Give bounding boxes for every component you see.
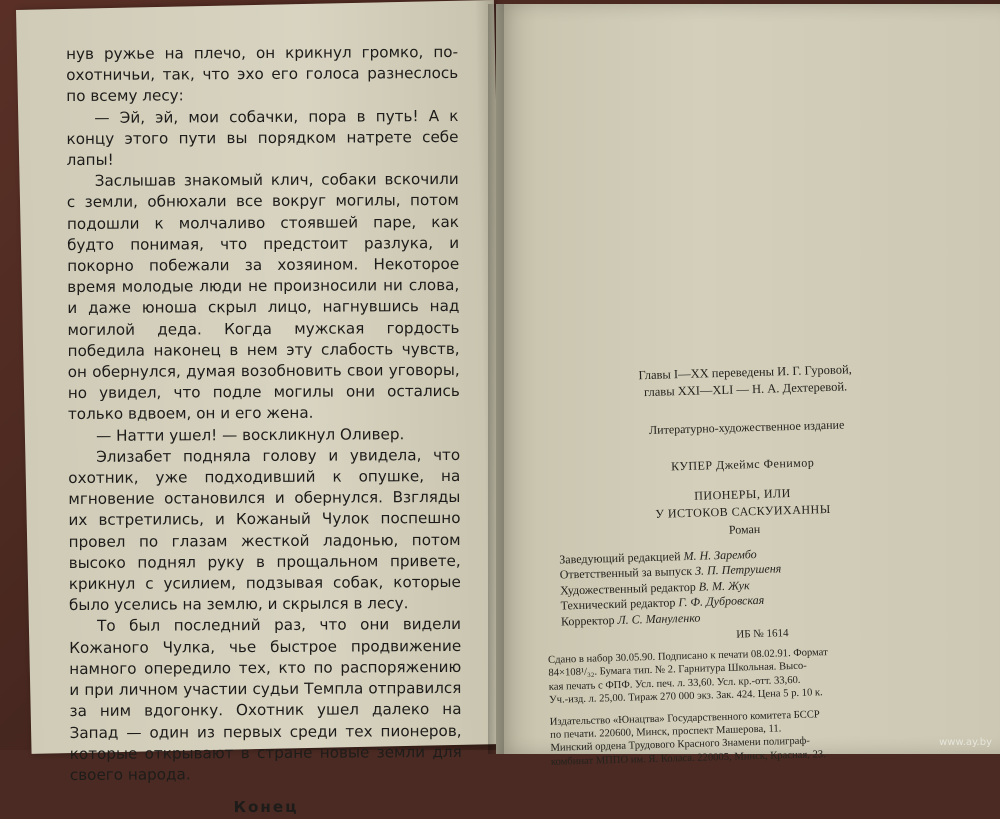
book-gutter [488, 4, 504, 754]
staff-name: З. П. Петрушеня [694, 561, 782, 579]
ib-number: ИБ № 1614 [736, 627, 789, 641]
watermark: www.ay.by [939, 737, 992, 748]
paragraph: То был последний раз, что они видели Кожаного Чулка, чье быстрое продвижение намного опередило тех, кто по распоряжению и при личном участии судьи Темпла отправился за ним вдогонку. Охотник ушел далеко на Запад — один из первых среди тех пионеров, которые открывают в стране новые земли для своего народа. [69, 615, 462, 784]
print-info [548, 643, 939, 707]
paragraph: Элизабет подняла голову и увидела, что охотник, уже подходивший к опушке, на мгновение остановился и обернулся. Взгляды их встретились, и Кожаный Чулок поспешно провел по глазам жесткой ладонью, потом высоко поднял руку в прощальном привете, крикнул с усилием, подзывая собак, которые было уселись на землю, и скрылся в лесу. [68, 445, 461, 615]
staff-role: Ответственный за выпуск [559, 564, 693, 582]
staff-name: Г. Ф. Дубровская [678, 593, 765, 610]
publisher-line: по печати. 220600, Минск, проспект Машерова, 11. [550, 723, 782, 741]
paragraph: нув ружье на плечо, он крикнул громко, по-охотничьи, так, что эхо его голоса разнеслось по всему лесу: [66, 42, 459, 106]
paragraph: — Эй, эй, мои собачки, пора в путь! А к концу этого пути вы порядком натрете себе лапы! [66, 106, 459, 170]
staff-list [545, 542, 937, 630]
staff-name: Л. С. Мануленко [617, 610, 701, 627]
print-info-line: 84×108¹/₃₂. Бумага тип. № 2. Гарнитура Школьная. Высо- [548, 661, 807, 680]
title-line: ПИОНЕРЫ, ИЛИ [694, 486, 792, 503]
edition-type: Литературно-художественное издание [648, 417, 845, 437]
translators-line: Главы I—XX переведены И. Г. Гуровой, [638, 362, 853, 383]
publisher-line: комбинат МППО им. Я. Коласа. 220005, Минск, Красная, 23. [550, 749, 826, 768]
translators-line: главы XXI—XLI — Н. А. Дехтеревой. [643, 379, 848, 400]
publisher-info [550, 705, 941, 769]
print-info-line: Уч.-изд. л. 25,00. Тираж 270 000 экз. Зак. 424. Цена 5 р. 10 к. [549, 687, 823, 707]
author-name: КУПЕР Джеймс Фенимор [670, 455, 815, 474]
genre: Роман [728, 521, 761, 537]
publisher-line: Издательство «Юнацтва» Государственного комитета БССР [549, 708, 820, 728]
title-line: У ИСТОКОВ САСКУИХАННЫ [655, 501, 831, 521]
staff-role: Заведующий редакцией [559, 549, 681, 567]
paragraph: — Натти ушел! — воскликнул Оливер. [96, 424, 405, 445]
staff-role: Художественный редактор [559, 579, 696, 598]
colophon [540, 359, 941, 769]
staff-role: Технический редактор [560, 595, 676, 613]
publisher-line: Минский ордена Трудового Красного Знамени полиграф- [550, 736, 810, 755]
staff-name: В. М. Жук [698, 578, 750, 594]
paragraph: Заслышав знакомый клич, собаки вскочили с земли, обнюхали все вокруг могилы, потом подошли к молчаливо стоявшей паре, как будто понимая, что предстоит разлука, и покорно побежали за хозяином. Некоторое время молодые люди не произносили ни слова, и даже юноша скрыл лицо, нагнувшись над могилой деда. Когда мужская гордость победила наконец в нем эту слабость чувств, он обернулся, думая возобновить свои уговоры, но увидел, что подле могилы они остались только вдвоем, он и его жена. [66, 170, 460, 424]
left-page-text [66, 42, 462, 819]
staff-role: Корректор [560, 612, 615, 629]
end-word: Конец [233, 797, 299, 817]
staff-name: М. Н. Зарембо [683, 547, 757, 564]
print-info-line: кая печать с ФПФ. Усл. печ. л. 33,60. Усл. кр.-отт. 33,60. [548, 674, 801, 693]
print-info-line: Сдано в набор 30.05.90. Подписано к печати 08.02.91. Формат [547, 647, 828, 666]
